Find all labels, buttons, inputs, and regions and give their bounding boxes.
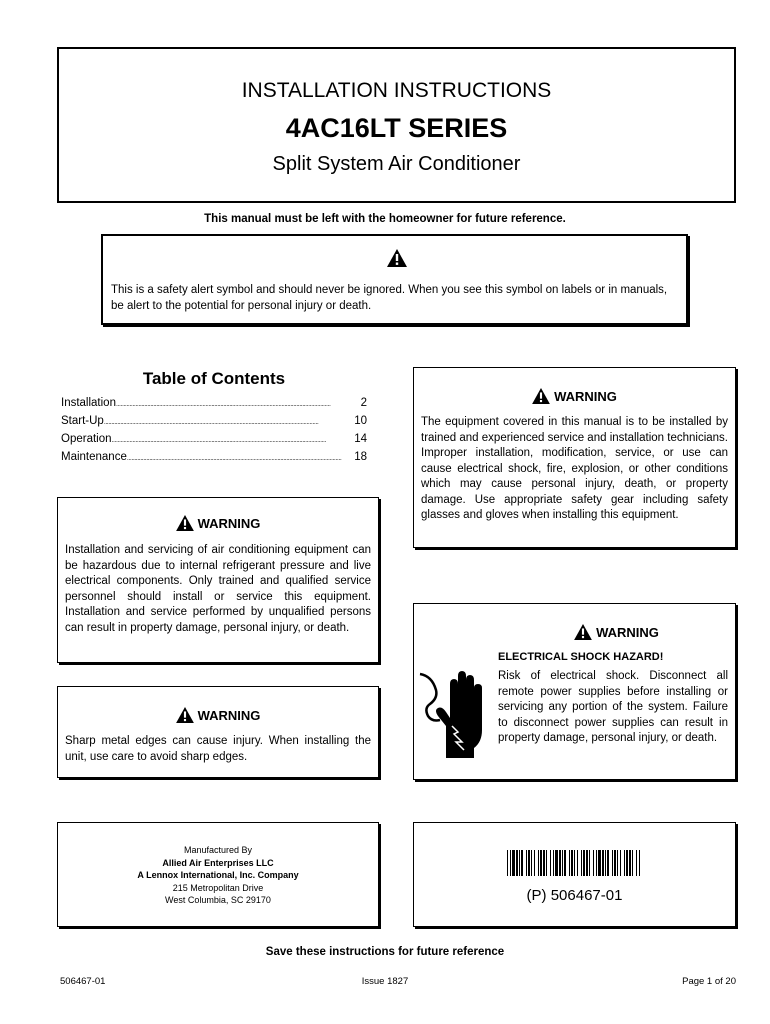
address-street: 215 Metropolitan Drive — [172, 883, 264, 893]
warning-text: The equipment covered in this manual is to be installed by trained and experienced service and installation technicians. Improper installation, modification, service, or use can cause electrical shock, fire, explosion, or other conditions which may cause personal injury, death, or property damage. Use appropriate safety gear including safety glasses and gloves when installing this equipment. — [421, 416, 728, 521]
warning-heading — [58, 515, 378, 531]
warning-box-sharp-edges — [57, 686, 379, 778]
safety-alert-box — [101, 234, 688, 325]
doc-type-heading: INSTALLATION INSTRUCTIONS — [241, 79, 552, 102]
warning-heading-label: WARNING — [197, 707, 261, 723]
toc-entry-start-up[interactable] — [61, 413, 367, 431]
manufactured-by-label: Manufactured By — [183, 845, 253, 855]
toc-leader — [104, 413, 354, 431]
warning-box-electrical-shock — [413, 603, 736, 780]
toc-leader — [127, 449, 354, 467]
safety-alert-text: This is a safety alert symbol and should never be ignored. When you see this symbol on labels or in manuals, be alert to the potential for personal injury or death. — [111, 284, 668, 312]
electric-shock-hand-icon — [418, 666, 484, 760]
save-instructions-note: Save these instructions for future reference — [265, 946, 505, 958]
warning-text: Sharp metal edges can cause injury. When installing the unit, use care to avoid sharp edges. — [65, 735, 371, 763]
warning-text: Risk of electrical shock. Disconnect all remote power supplies before installing or servicing any portion of the system. Failure to disconnect power supplies can result in property damage, personal injury, or death. — [498, 670, 728, 744]
warning-box-refrigerant — [57, 497, 379, 663]
toc-entry-maintenance[interactable] — [61, 449, 367, 467]
manufacturer-box — [57, 822, 379, 927]
footer-issue: Issue 1827 — [361, 976, 409, 987]
parent-company: A Lennox International, Inc. Company — [137, 870, 299, 880]
warning-heading — [414, 388, 735, 404]
toc-entry-label: Operation — [61, 433, 112, 445]
homeowner-note: This manual must be left with the homeowner for future reference. — [204, 213, 566, 225]
manufacturer-name: Allied Air Enterprises LLC — [162, 858, 274, 868]
warning-triangle-icon — [574, 624, 592, 640]
footer-page-number: Page 1 of 20 — [682, 976, 736, 987]
part-number: (P) 506467-01 — [526, 887, 623, 904]
model-series-title: 4AC16LT SERIES — [285, 113, 508, 143]
toc-leader — [112, 431, 355, 449]
barcode-box — [413, 822, 736, 927]
safety-alert-icon — [387, 249, 407, 267]
table-of-contents — [61, 369, 367, 467]
warning-triangle-icon — [176, 707, 194, 723]
warning-heading-label: WARNING — [554, 388, 617, 404]
shock-hazard-subheading: ELECTRICAL SHOCK HAZARD! — [498, 651, 664, 663]
warning-heading — [498, 624, 735, 640]
barcode — [507, 850, 642, 876]
address-city: West Columbia, SC 29170 — [165, 895, 271, 905]
product-subtitle: Split System Air Conditioner — [272, 153, 521, 175]
title-box — [57, 47, 736, 203]
toc-entry-page: 18 — [354, 451, 367, 463]
warning-heading-label: WARNING — [197, 515, 261, 531]
toc-entry-label: Start-Up — [61, 415, 104, 427]
warning-text: Installation and servicing of air conditioning equipment can be hazardous due to internal refrigerant pressure and live electrical components. Only trained and qualified service personnel should install or service this equipment. Installation and service performed by unqualified persons can result in property damage, personal injury, or death. — [65, 544, 371, 634]
warning-triangle-icon — [532, 388, 550, 404]
toc-entry-operation[interactable] — [61, 431, 367, 449]
warning-heading-label: WARNING — [596, 624, 659, 640]
toc-entry-installation[interactable] — [61, 395, 367, 413]
toc-title: Table of Contents — [142, 369, 286, 388]
footer-doc-number: 506467-01 — [60, 976, 106, 987]
toc-entry-page: 2 — [360, 397, 367, 409]
toc-entry-page: 14 — [354, 433, 367, 445]
toc-entry-page: 10 — [354, 415, 367, 427]
warning-triangle-icon — [176, 515, 194, 531]
warning-box-trained-technicians — [413, 367, 736, 548]
toc-entry-label: Maintenance — [61, 451, 127, 463]
toc-leader — [116, 395, 361, 413]
warning-heading — [58, 707, 378, 723]
toc-entry-label: Installation — [61, 397, 116, 409]
